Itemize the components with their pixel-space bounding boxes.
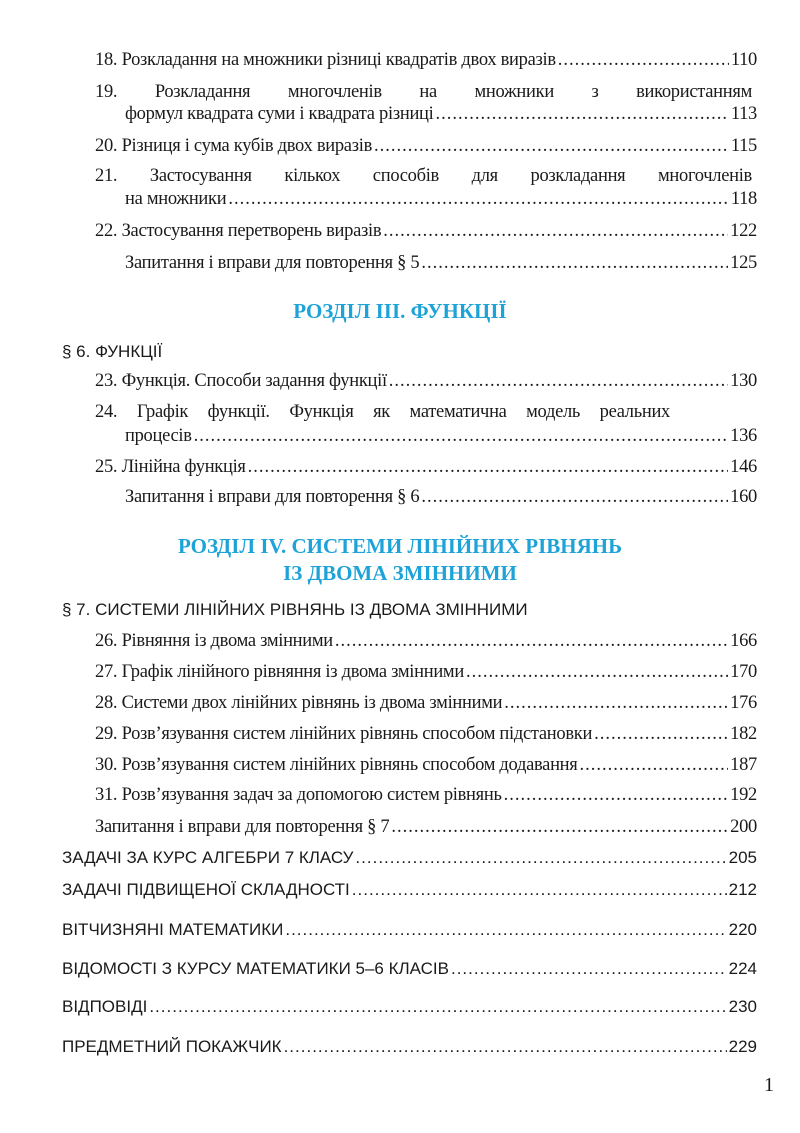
dot-leader (391, 816, 728, 838)
page-number: 1 (764, 1074, 774, 1096)
toc-entry[interactable] (62, 919, 757, 941)
entry-page: 230 (728, 997, 757, 1016)
toc-entry[interactable] (62, 996, 757, 1018)
toc-entry[interactable] (62, 879, 757, 901)
entry-title: 29. Розв’язування систем лінійних рівнянь способом підстановки (95, 724, 593, 744)
entry-title: 27. Графік лінійного рівняння із двома змінними (95, 662, 464, 682)
part-heading: РОЗДІЛ ІІІ. ФУНКЦІЇ (293, 299, 507, 323)
entry-page: 224 (728, 959, 757, 978)
dot-leader (594, 723, 728, 745)
entry-title: 28. Системи двох лінійних рівнянь із двома змінними (95, 693, 503, 713)
dot-leader (228, 188, 729, 210)
toc-entry[interactable] (95, 135, 757, 157)
toc-entry[interactable] (95, 370, 757, 392)
toc-entry[interactable] (125, 252, 757, 274)
entry-page: 122 (730, 221, 757, 241)
dot-leader (466, 661, 728, 683)
dot-leader (335, 630, 728, 652)
entry-page: 170 (730, 662, 757, 682)
entry-title: 25. Лінійна функція (95, 457, 246, 477)
entry-title: процесів (125, 426, 192, 446)
toc-entry[interactable] (62, 847, 757, 869)
section-heading[interactable]: § 6. ФУНКЦІЇ (62, 342, 163, 361)
entry-title: ВІДОМОСТІ З КУРСУ МАТЕМАТИКИ 5–6 КЛАСІВ (62, 959, 449, 978)
toc-entry[interactable] (62, 958, 757, 980)
entry-title: 22. Застосування перетворень виразів (95, 221, 382, 241)
entry-page: 130 (730, 371, 757, 391)
entry-title: ВІТЧИЗНЯНІ МАТЕМАТИКИ (62, 920, 284, 939)
entry-title: 20. Різниця і сума кубів двох виразів (95, 136, 372, 156)
dot-leader (558, 49, 729, 71)
entry-title: Запитання і вправи для повторення § 5 (125, 253, 420, 273)
toc-entry[interactable] (125, 486, 757, 508)
dot-leader (149, 996, 726, 1018)
part-heading: РОЗДІЛ IV. СИСТЕМИ ЛІНІЙНИХ РІВНЯНЬ (177, 534, 623, 558)
entry-title: 23. Функція. Способи задання функції (95, 371, 387, 391)
toc-entry[interactable] (125, 425, 757, 447)
entry-page: 125 (730, 253, 757, 273)
entry-page: 110 (730, 50, 757, 70)
entry-page: 187 (730, 755, 757, 775)
section-heading[interactable]: § 7. СИСТЕМИ ЛІНІЙНИХ РІВНЯНЬ ІЗ ДВОМА ЗМІННИМИ (62, 600, 528, 619)
entry-page: 166 (730, 631, 757, 651)
entry-page: 113 (730, 104, 757, 124)
toc-entry[interactable] (95, 456, 757, 478)
dot-leader (284, 1036, 727, 1058)
entry-page: 182 (730, 724, 757, 744)
dot-leader (421, 486, 728, 508)
entry-title: 30. Розв’язування систем лінійних рівнянь способом додавання (95, 755, 578, 775)
dot-leader (352, 879, 727, 901)
entry-title: ЗАДАЧІ ЗА КУРС АЛГЕБРИ 7 КЛАСУ (62, 848, 354, 867)
dot-leader (374, 135, 729, 157)
toc-entry[interactable] (95, 692, 757, 714)
entry-page: 220 (728, 920, 757, 939)
toc-entry[interactable] (95, 661, 757, 683)
entry-line1[interactable]: 19. Розкладання многочленів на множники з використанням (95, 82, 753, 102)
entry-title: Запитання і вправи для повторення § 7 (95, 817, 390, 837)
toc-entry[interactable] (95, 630, 757, 652)
entry-page: 212 (728, 880, 757, 899)
dot-leader (285, 919, 726, 941)
entry-title: ВІДПОВІДІ (62, 997, 148, 1016)
toc-entry[interactable] (125, 103, 757, 125)
entry-page: 118 (730, 189, 757, 209)
entry-page: 136 (730, 426, 757, 446)
entry-page: 192 (730, 785, 757, 805)
entry-page: 146 (730, 457, 757, 477)
entry-line1[interactable]: 21. Застосування кількох способів для розкладання многочленів (95, 166, 752, 186)
dot-leader (451, 958, 727, 980)
entry-title: Запитання і вправи для повторення § 6 (125, 487, 420, 507)
toc-entry[interactable] (62, 1036, 757, 1058)
dot-leader (504, 784, 729, 806)
toc-entry[interactable] (95, 784, 757, 806)
entry-title: 26. Рівняння із двома змінними (95, 631, 333, 651)
entry-title: ПРЕДМЕТНИЙ ПОКАЖЧИК (62, 1037, 282, 1056)
toc-entry[interactable] (125, 188, 757, 210)
entry-title: 31. Розв’язування задач за допомогою систем рівнянь (95, 785, 502, 805)
toc-entry[interactable] (95, 754, 757, 776)
dot-leader (194, 425, 728, 447)
entry-page: 176 (730, 693, 757, 713)
entry-title: формул квадрата суми і квадрата різниці (125, 104, 434, 124)
dot-leader (389, 370, 728, 392)
entry-page: 160 (730, 487, 757, 507)
dot-leader (383, 220, 728, 242)
toc-entry[interactable] (95, 723, 757, 745)
entry-page: 229 (728, 1037, 757, 1056)
dot-leader (421, 252, 728, 274)
dot-leader (435, 103, 728, 125)
entry-line1[interactable]: 24. Графік функції. Функція як математична модель реальних (95, 402, 671, 422)
dot-leader (580, 754, 729, 776)
dot-leader (248, 456, 728, 478)
toc-entry[interactable] (95, 49, 757, 71)
entry-title: 18. Розкладання на множники різниці квадратів двох виразів (95, 50, 556, 70)
entry-page: 200 (730, 817, 757, 837)
entry-page: 115 (730, 136, 757, 156)
dot-leader (355, 847, 726, 869)
dot-leader (504, 692, 728, 714)
entry-title: ЗАДАЧІ ПІДВИЩЕНОЇ СКЛАДНОСТІ (62, 880, 350, 899)
toc-entry[interactable] (95, 816, 757, 838)
part-heading-line2: ІЗ ДВОМА ЗМІННИМИ (283, 561, 517, 585)
entry-page: 205 (728, 848, 757, 867)
entry-title: на множники (125, 189, 227, 209)
toc-entry[interactable] (95, 220, 757, 242)
